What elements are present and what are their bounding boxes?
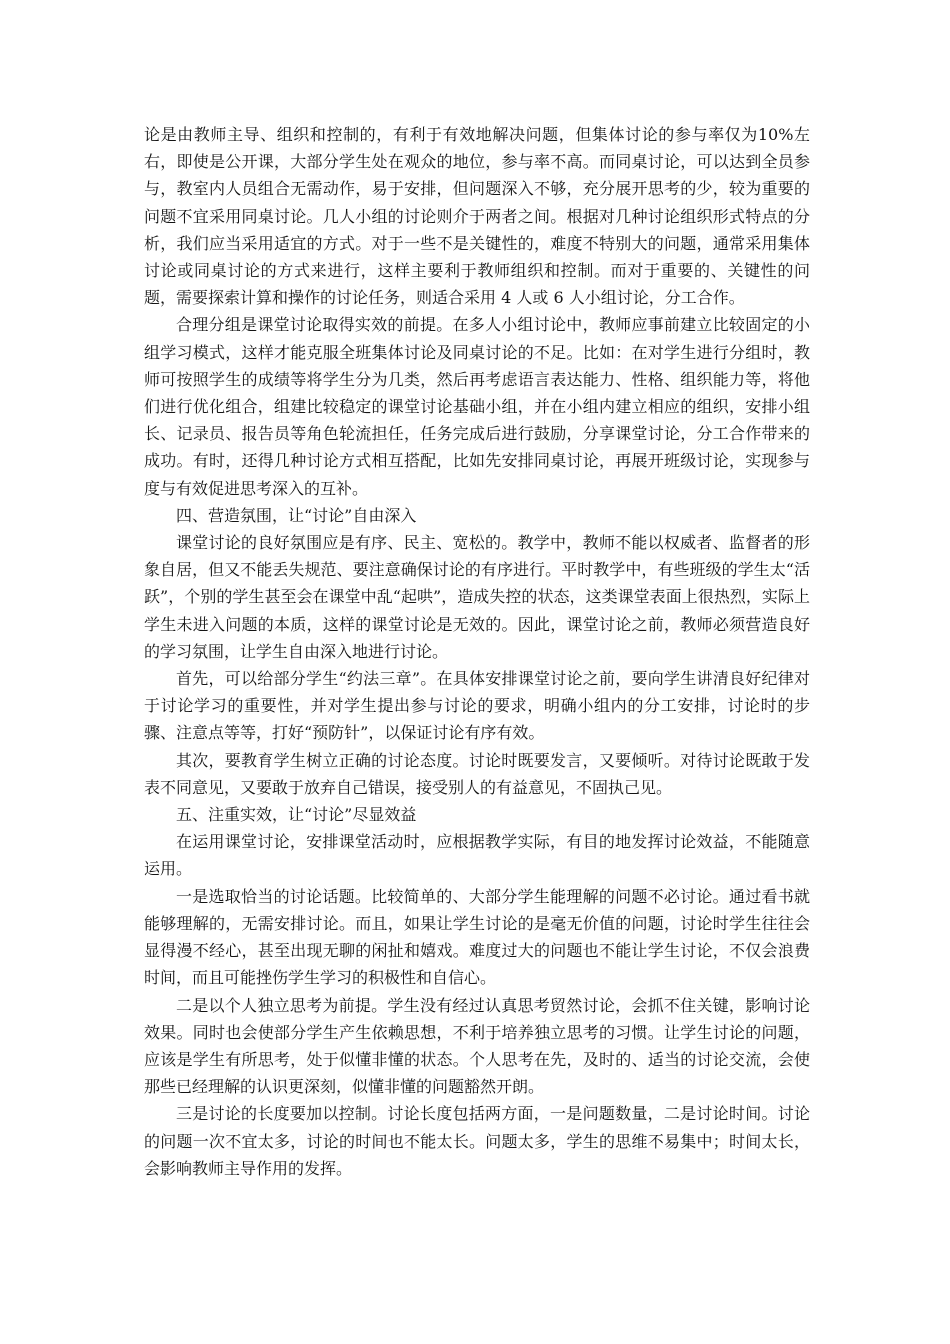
paragraph-length-control: 三是讨论的长度要加以控制。讨论长度包括两方面，一是问题数量，二是讨论时间。讨论的问题一次不宜太多，讨论的时间也不能太长。问题太多，学生的思维不易集中；时间太长，会影响教师主导作用的发挥。 xyxy=(144,1104,810,1178)
paragraph-continuation: 论是由教师主导、组织和控制的，有利于有效地解决问题，但集体讨论的参与率仅为10%左右，即使是公开课，大部分学生处在观众的地位，参与率不高。而同桌讨论，可以达到全员参与，教室内人员组合无需动作，易于安排，但问题深入不够，充分展开思考的少，较为重要的问题不宜采用同桌讨论。几人小组的讨论则介于两者之间。根据对几种讨论组织形式特点的分析，我们应当采用适宜的方式。对于一些不是关键性的，难度不特别大的问题，通常采用集体讨论或同桌讨论的方式来进行，这样主要利于教师组织和控制。而对于重要的、关键性的问题，需要探索计算和操作的讨论任务，则适合采用 4 人或 6 人小组讨论，分工合作。 xyxy=(144,125,810,308)
paragraph-grouping: 合理分组是课堂讨论取得实效的前提。在多人小组讨论中，教师应事前建立比较固定的小组学习模式，这样才能克服全班集体讨论及同桌讨论的不足。比如：在对学生进行分组时，教师可按照学生的成绩等将学生分为几类，然后再考虑语言表达能力、性格、组织能力等，将他们进行优化组合，组建比较稳定的课堂讨论基础小组，并在小组内建立相应的组织，安排小组长、记录员、报告员等角色轮流担任，任务完成后进行鼓励，分享课堂讨论，分工合作带来的成功。有时，还得几种讨论方式相互搭配，比如先安排同桌讨论，再展开班级讨论，实现参与度与有效促进思考深入的互补。 xyxy=(144,315,810,498)
paragraph-first: 首先，可以给部分学生“约法三章”。在具体安排课堂讨论之前，要向学生讲清良好纪律对于讨论学习的重要性，并对学生提出参与讨论的要求，明确小组内的分工安排，讨论时的步骤、注意点等等，打好“预防针”，以保证讨论有序有效。 xyxy=(144,669,810,743)
paragraph-atmosphere: 课堂讨论的良好氛围应是有序、民主、宽松的。教学中，教师不能以权威者、监督者的形象自居，但又不能丢失规范、要注意确保讨论的有序进行。平时教学中，有些班级的学生太“活跃”，个别的学生甚至会在课堂中乱“起哄”，造成失控的状态，这类课堂表面上很热烈，实际上学生未进入问题的本质，这样的课堂讨论是无效的。因此，课堂讨论之前，教师必须营造良好的学习氛围，让学生自由深入地进行讨论。 xyxy=(144,533,810,661)
document-body xyxy=(144,121,810,1182)
paragraph-effectiveness: 在运用课堂讨论，安排课堂活动时，应根据教学实际，有目的地发挥讨论效益，不能随意运用。 xyxy=(144,832,810,879)
paragraph-second: 其次，要教育学生树立正确的讨论态度。讨论时既要发言，又要倾听。对待讨论既敢于发表不同意见，又要敢于放弃自己错误，接受别人的有益意见，不固执己见。 xyxy=(144,750,810,797)
paragraph-topic-selection: 一是选取恰当的讨论话题。比较简单的、大部分学生能理解的问题不必讨论。通过看书就能够理解的，无需安排讨论。而且，如果让学生讨论的是毫无价值的问题，讨论时学生往往会显得漫不经心，甚至出现无聊的闲扯和嬉戏。难度过大的问题也不能让学生讨论，不仅会浪费时间，而且可能挫伤学生学习的积极性和自信心。 xyxy=(144,886,810,988)
section-heading-five: 五、注重实效，让“讨论”尽显效益 xyxy=(176,805,417,825)
paragraph-independent-thinking: 二是以个人独立思考为前提。学生没有经过认真思考贸然讨论，会抓不住关键，影响讨论效果。同时也会使部分学生产生依赖思想，不利于培养独立思考的习惯。让学生讨论的问题，应该是学生有所思考，处于似懂非懂的状态。个人思考在先，及时的、适当的讨论交流，会使那些已经理解的认识更深刻，似懂非懂的问题豁然开朗。 xyxy=(144,995,810,1097)
section-heading-four: 四、营造氛围，让“讨论”自由深入 xyxy=(176,505,417,525)
